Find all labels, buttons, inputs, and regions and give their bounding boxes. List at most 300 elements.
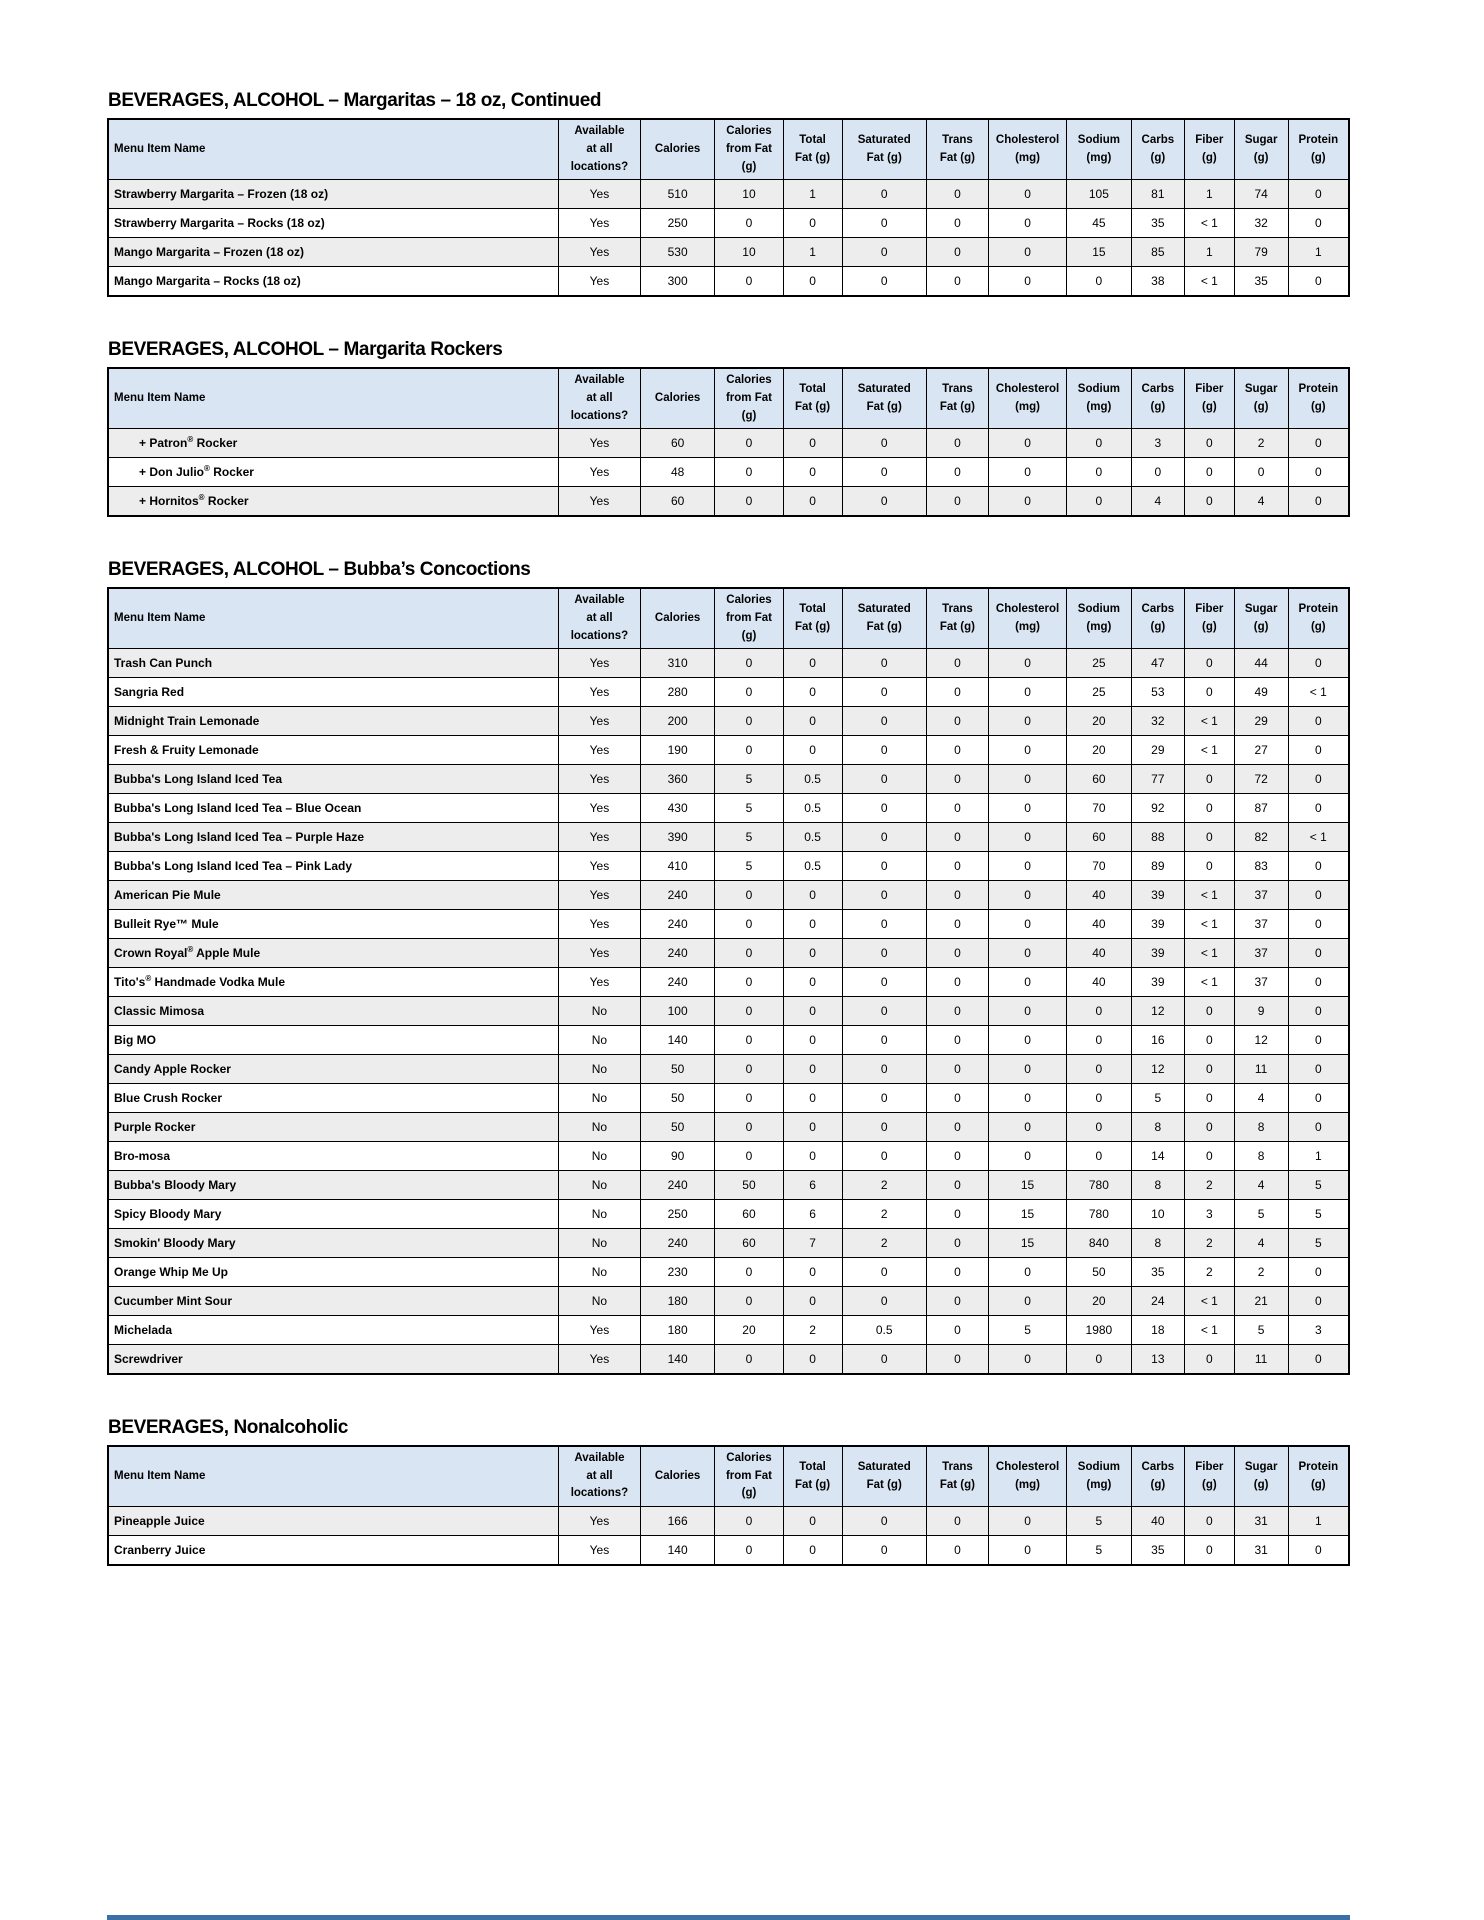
sugar-cell: 2 <box>1234 429 1288 458</box>
saturated_fat-cell: 0 <box>842 1536 926 1565</box>
calories_from_fat-cell: 5 <box>715 765 783 794</box>
calories-cell: 50 <box>640 1084 714 1113</box>
available-cell: Yes <box>559 707 641 736</box>
available-cell: No <box>559 1258 641 1287</box>
column-header-menu_item_name: Menu Item Name <box>108 588 559 649</box>
column-header-sodium: Sodium (mg) <box>1067 588 1132 649</box>
column-header-sodium: Sodium (mg) <box>1067 1446 1132 1507</box>
menu-item-name-cell: Bubba's Long Island Iced Tea <box>108 765 559 794</box>
table-row <box>108 939 1349 968</box>
protein-cell: 0 <box>1288 939 1349 968</box>
calories_from_fat-cell: 0 <box>715 487 783 516</box>
calories_from_fat-cell: 0 <box>715 209 783 238</box>
column-header-cholesterol: Cholesterol (mg) <box>988 368 1066 429</box>
total_fat-cell: 0 <box>783 1026 842 1055</box>
section-title: BEVERAGES, ALCOHOL – Bubba’s Concoctions <box>108 558 531 580</box>
calories-cell: 240 <box>640 1171 714 1200</box>
trans_fat-cell: 0 <box>926 1316 988 1345</box>
calories_from_fat-cell: 0 <box>715 458 783 487</box>
calories-cell: 190 <box>640 736 714 765</box>
saturated_fat-cell: 0 <box>842 1258 926 1287</box>
cholesterol-cell: 0 <box>988 1536 1066 1565</box>
menu-item-name-cell: Crown Royal® Apple Mule <box>108 939 559 968</box>
protein-cell: 0 <box>1288 1113 1349 1142</box>
sodium-cell: 15 <box>1067 238 1132 267</box>
column-header-available: Available at all locations? <box>559 588 641 649</box>
saturated_fat-cell: 0.5 <box>842 1316 926 1345</box>
sugar-cell: 37 <box>1234 939 1288 968</box>
sugar-cell: 4 <box>1234 1229 1288 1258</box>
sugar-cell: 44 <box>1234 649 1288 678</box>
table-row <box>108 429 1349 458</box>
calories-cell: 300 <box>640 267 714 296</box>
menu-item-name-cell: Tito's® Handmade Vodka Mule <box>108 968 559 997</box>
sodium-cell: 60 <box>1067 765 1132 794</box>
total_fat-cell: 0.5 <box>783 794 842 823</box>
trans_fat-cell: 0 <box>926 1507 988 1536</box>
sugar-cell: 49 <box>1234 678 1288 707</box>
saturated_fat-cell: 0 <box>842 1113 926 1142</box>
sugar-cell: 11 <box>1234 1345 1288 1374</box>
menu-item-name-cell: Strawberry Margarita – Frozen (18 oz) <box>108 180 559 209</box>
sodium-cell: 0 <box>1067 458 1132 487</box>
trans_fat-cell: 0 <box>926 1229 988 1258</box>
protein-cell: 0 <box>1288 736 1349 765</box>
total_fat-cell: 0.5 <box>783 823 842 852</box>
carbs-cell: 0 <box>1131 458 1184 487</box>
column-header-trans_fat: Trans Fat (g) <box>926 588 988 649</box>
carbs-cell: 35 <box>1131 1258 1184 1287</box>
sugar-cell: 4 <box>1234 1084 1288 1113</box>
column-header-total_fat: Total Fat (g) <box>783 368 842 429</box>
available-cell: No <box>559 1113 641 1142</box>
sugar-cell: 83 <box>1234 852 1288 881</box>
table-row <box>108 1113 1349 1142</box>
trans_fat-cell: 0 <box>926 1258 988 1287</box>
table-row <box>108 968 1349 997</box>
saturated_fat-cell: 0 <box>842 1055 926 1084</box>
table-row <box>108 1316 1349 1345</box>
table-row <box>108 852 1349 881</box>
fiber-cell: 2 <box>1185 1258 1235 1287</box>
menu-item-name-cell: Big MO <box>108 1026 559 1055</box>
fiber-cell: 0 <box>1185 794 1235 823</box>
trans_fat-cell: 0 <box>926 649 988 678</box>
column-header-cholesterol: Cholesterol (mg) <box>988 1446 1066 1507</box>
saturated_fat-cell: 0 <box>842 1507 926 1536</box>
trans_fat-cell: 0 <box>926 939 988 968</box>
sugar-cell: 31 <box>1234 1536 1288 1565</box>
column-header-menu_item_name: Menu Item Name <box>108 368 559 429</box>
cholesterol-cell: 0 <box>988 1345 1066 1374</box>
trans_fat-cell: 0 <box>926 1055 988 1084</box>
total_fat-cell: 0 <box>783 1113 842 1142</box>
nutrition-table-nonalcoholic <box>107 1445 1350 1566</box>
calories-cell: 240 <box>640 910 714 939</box>
calories-cell: 60 <box>640 429 714 458</box>
column-header-fiber: Fiber (g) <box>1185 119 1235 180</box>
table-row <box>108 1536 1349 1565</box>
table-row <box>108 1026 1349 1055</box>
saturated_fat-cell: 0 <box>842 794 926 823</box>
trans_fat-cell: 0 <box>926 852 988 881</box>
trans_fat-cell: 0 <box>926 209 988 238</box>
column-header-calories: Calories <box>640 588 714 649</box>
sugar-cell: 21 <box>1234 1287 1288 1316</box>
total_fat-cell: 2 <box>783 1316 842 1345</box>
sugar-cell: 8 <box>1234 1142 1288 1171</box>
menu-item-name-cell: Screwdriver <box>108 1345 559 1374</box>
column-header-trans_fat: Trans Fat (g) <box>926 368 988 429</box>
sugar-cell: 4 <box>1234 487 1288 516</box>
calories_from_fat-cell: 60 <box>715 1200 783 1229</box>
menu-item-name-cell: Cranberry Juice <box>108 1536 559 1565</box>
protein-cell: 0 <box>1288 458 1349 487</box>
protein-cell: 0 <box>1288 1055 1349 1084</box>
sugar-cell: 74 <box>1234 180 1288 209</box>
table-row <box>108 487 1349 516</box>
sugar-cell: 9 <box>1234 997 1288 1026</box>
calories-cell: 60 <box>640 487 714 516</box>
protein-cell: 0 <box>1288 1536 1349 1565</box>
cholesterol-cell: 15 <box>988 1200 1066 1229</box>
table-row <box>108 180 1349 209</box>
fiber-cell: 0 <box>1185 997 1235 1026</box>
sodium-cell: 25 <box>1067 678 1132 707</box>
carbs-cell: 35 <box>1131 1536 1184 1565</box>
column-header-saturated_fat: Saturated Fat (g) <box>842 368 926 429</box>
total_fat-cell: 0 <box>783 267 842 296</box>
fiber-cell: < 1 <box>1185 881 1235 910</box>
saturated_fat-cell: 2 <box>842 1200 926 1229</box>
calories-cell: 240 <box>640 968 714 997</box>
trans_fat-cell: 0 <box>926 881 988 910</box>
cholesterol-cell: 0 <box>988 1287 1066 1316</box>
sodium-cell: 840 <box>1067 1229 1132 1258</box>
table-row <box>108 1200 1349 1229</box>
table-row <box>108 238 1349 267</box>
sugar-cell: 5 <box>1234 1316 1288 1345</box>
cholesterol-cell: 15 <box>988 1171 1066 1200</box>
cholesterol-cell: 0 <box>988 997 1066 1026</box>
trans_fat-cell: 0 <box>926 487 988 516</box>
sugar-cell: 31 <box>1234 1507 1288 1536</box>
sodium-cell: 0 <box>1067 1142 1132 1171</box>
saturated_fat-cell: 0 <box>842 1142 926 1171</box>
column-header-calories_from_fat: Calories from Fat (g) <box>715 1446 783 1507</box>
cholesterol-cell: 0 <box>988 1084 1066 1113</box>
nutrition-document-page <box>107 90 1350 1608</box>
sodium-cell: 20 <box>1067 736 1132 765</box>
carbs-cell: 13 <box>1131 1345 1184 1374</box>
menu-item-name-cell: Classic Mimosa <box>108 997 559 1026</box>
table-row <box>108 1084 1349 1113</box>
calories-cell: 180 <box>640 1287 714 1316</box>
available-cell: Yes <box>559 852 641 881</box>
column-header-sodium: Sodium (mg) <box>1067 368 1132 429</box>
sodium-cell: 45 <box>1067 209 1132 238</box>
carbs-cell: 8 <box>1131 1113 1184 1142</box>
cholesterol-cell: 0 <box>988 429 1066 458</box>
trans_fat-cell: 0 <box>926 267 988 296</box>
available-cell: No <box>559 1026 641 1055</box>
calories-cell: 140 <box>640 1345 714 1374</box>
trans_fat-cell: 0 <box>926 429 988 458</box>
carbs-cell: 89 <box>1131 852 1184 881</box>
cholesterol-cell: 5 <box>988 1316 1066 1345</box>
fiber-cell: < 1 <box>1185 1287 1235 1316</box>
available-cell: Yes <box>559 487 641 516</box>
menu-item-name-cell: Michelada <box>108 1316 559 1345</box>
protein-cell: 0 <box>1288 267 1349 296</box>
table-row <box>108 1229 1349 1258</box>
available-cell: Yes <box>559 910 641 939</box>
menu-item-name-cell: Smokin' Bloody Mary <box>108 1229 559 1258</box>
saturated_fat-cell: 2 <box>842 1171 926 1200</box>
sugar-cell: 4 <box>1234 1171 1288 1200</box>
protein-cell: < 1 <box>1288 823 1349 852</box>
calories-cell: 90 <box>640 1142 714 1171</box>
available-cell: Yes <box>559 1507 641 1536</box>
calories-cell: 240 <box>640 1229 714 1258</box>
column-header-carbs: Carbs (g) <box>1131 588 1184 649</box>
calories-cell: 280 <box>640 678 714 707</box>
calories-cell: 240 <box>640 881 714 910</box>
trans_fat-cell: 0 <box>926 968 988 997</box>
cholesterol-cell: 0 <box>988 678 1066 707</box>
menu-item-name-cell: Trash Can Punch <box>108 649 559 678</box>
trans_fat-cell: 0 <box>926 997 988 1026</box>
calories_from_fat-cell: 0 <box>715 707 783 736</box>
calories_from_fat-cell: 5 <box>715 852 783 881</box>
cholesterol-cell: 0 <box>988 1507 1066 1536</box>
available-cell: No <box>559 1229 641 1258</box>
menu-item-name-cell: Bubba's Long Island Iced Tea – Blue Ocean <box>108 794 559 823</box>
carbs-cell: 18 <box>1131 1316 1184 1345</box>
protein-cell: 0 <box>1288 180 1349 209</box>
sodium-cell: 0 <box>1067 1026 1132 1055</box>
available-cell: No <box>559 1171 641 1200</box>
calories_from_fat-cell: 0 <box>715 1507 783 1536</box>
table-row <box>108 794 1349 823</box>
sugar-cell: 12 <box>1234 1026 1288 1055</box>
table-header-row <box>108 588 1349 649</box>
calories_from_fat-cell: 10 <box>715 238 783 267</box>
protein-cell: 0 <box>1288 649 1349 678</box>
saturated_fat-cell: 0 <box>842 1287 926 1316</box>
sodium-cell: 5 <box>1067 1536 1132 1565</box>
menu-item-name-cell: Pineapple Juice <box>108 1507 559 1536</box>
available-cell: Yes <box>559 678 641 707</box>
menu-item-name-cell: Mango Margarita – Frozen (18 oz) <box>108 238 559 267</box>
table-row <box>108 209 1349 238</box>
saturated_fat-cell: 0 <box>842 968 926 997</box>
total_fat-cell: 6 <box>783 1200 842 1229</box>
calories-cell: 140 <box>640 1026 714 1055</box>
fiber-cell: 0 <box>1185 765 1235 794</box>
table-header-row <box>108 119 1349 180</box>
sugar-cell: 29 <box>1234 707 1288 736</box>
carbs-cell: 24 <box>1131 1287 1184 1316</box>
sodium-cell: 1980 <box>1067 1316 1132 1345</box>
protein-cell: 0 <box>1288 1084 1349 1113</box>
total_fat-cell: 0 <box>783 1507 842 1536</box>
sodium-cell: 780 <box>1067 1171 1132 1200</box>
trans_fat-cell: 0 <box>926 1200 988 1229</box>
table-row <box>108 910 1349 939</box>
available-cell: Yes <box>559 267 641 296</box>
fiber-cell: 1 <box>1185 180 1235 209</box>
sodium-cell: 25 <box>1067 649 1132 678</box>
calories-cell: 430 <box>640 794 714 823</box>
total_fat-cell: 0 <box>783 1084 842 1113</box>
available-cell: Yes <box>559 765 641 794</box>
cholesterol-cell: 0 <box>988 881 1066 910</box>
sugar-cell: 35 <box>1234 267 1288 296</box>
total_fat-cell: 0.5 <box>783 765 842 794</box>
trans_fat-cell: 0 <box>926 707 988 736</box>
table-row <box>108 707 1349 736</box>
protein-cell: 5 <box>1288 1229 1349 1258</box>
saturated_fat-cell: 0 <box>842 707 926 736</box>
fiber-cell: < 1 <box>1185 267 1235 296</box>
fiber-cell: 0 <box>1185 1536 1235 1565</box>
trans_fat-cell: 0 <box>926 1084 988 1113</box>
section-title: BEVERAGES, ALCOHOL – Margaritas – 18 oz, Continued <box>108 90 602 111</box>
saturated_fat-cell: 0 <box>842 997 926 1026</box>
fiber-cell: < 1 <box>1185 910 1235 939</box>
available-cell: Yes <box>559 968 641 997</box>
sodium-cell: 0 <box>1067 1055 1132 1084</box>
protein-cell: 0 <box>1288 487 1349 516</box>
table-row <box>108 765 1349 794</box>
calories-cell: 50 <box>640 1113 714 1142</box>
available-cell: Yes <box>559 736 641 765</box>
total_fat-cell: 0 <box>783 458 842 487</box>
trans_fat-cell: 0 <box>926 1287 988 1316</box>
sugar-cell: 79 <box>1234 238 1288 267</box>
trans_fat-cell: 0 <box>926 458 988 487</box>
carbs-cell: 12 <box>1131 1055 1184 1084</box>
available-cell: Yes <box>559 794 641 823</box>
column-header-sugar: Sugar (g) <box>1234 368 1288 429</box>
calories-cell: 240 <box>640 939 714 968</box>
carbs-cell: 29 <box>1131 736 1184 765</box>
sodium-cell: 0 <box>1067 1113 1132 1142</box>
total_fat-cell: 0 <box>783 209 842 238</box>
fiber-cell: 0 <box>1185 649 1235 678</box>
carbs-cell: 5 <box>1131 1084 1184 1113</box>
menu-item-name-cell: Sangria Red <box>108 678 559 707</box>
cholesterol-cell: 0 <box>988 209 1066 238</box>
table-header-row <box>108 368 1349 429</box>
column-header-available: Available at all locations? <box>559 119 641 180</box>
section-margaritas-18oz-continued <box>107 90 1350 297</box>
column-header-carbs: Carbs (g) <box>1131 1446 1184 1507</box>
sodium-cell: 0 <box>1067 267 1132 296</box>
saturated_fat-cell: 0 <box>842 939 926 968</box>
table-row <box>108 1258 1349 1287</box>
carbs-cell: 85 <box>1131 238 1184 267</box>
calories-cell: 230 <box>640 1258 714 1287</box>
table-row <box>108 678 1349 707</box>
sodium-cell: 0 <box>1067 1084 1132 1113</box>
column-header-trans_fat: Trans Fat (g) <box>926 119 988 180</box>
saturated_fat-cell: 0 <box>842 736 926 765</box>
calories-cell: 250 <box>640 1200 714 1229</box>
trans_fat-cell: 0 <box>926 678 988 707</box>
total_fat-cell: 0 <box>783 910 842 939</box>
carbs-cell: 10 <box>1131 1200 1184 1229</box>
calories_from_fat-cell: 0 <box>715 1345 783 1374</box>
fiber-cell: 0 <box>1185 1026 1235 1055</box>
protein-cell: 0 <box>1288 1345 1349 1374</box>
cholesterol-cell: 0 <box>988 649 1066 678</box>
menu-item-name-cell: Midnight Train Lemonade <box>108 707 559 736</box>
menu-item-name-cell: + Don Julio® Rocker <box>108 458 559 487</box>
available-cell: No <box>559 1055 641 1084</box>
table-header-row <box>108 1446 1349 1507</box>
cholesterol-cell: 0 <box>988 736 1066 765</box>
calories_from_fat-cell: 0 <box>715 267 783 296</box>
protein-cell: 5 <box>1288 1171 1349 1200</box>
fiber-cell: 0 <box>1185 429 1235 458</box>
cholesterol-cell: 0 <box>988 458 1066 487</box>
fiber-cell: 0 <box>1185 852 1235 881</box>
cholesterol-cell: 0 <box>988 765 1066 794</box>
available-cell: Yes <box>559 823 641 852</box>
calories-cell: 360 <box>640 765 714 794</box>
protein-cell: 5 <box>1288 1200 1349 1229</box>
fiber-cell: < 1 <box>1185 209 1235 238</box>
carbs-cell: 88 <box>1131 823 1184 852</box>
protein-cell: < 1 <box>1288 678 1349 707</box>
cholesterol-cell: 0 <box>988 238 1066 267</box>
cholesterol-cell: 0 <box>988 939 1066 968</box>
sodium-cell: 105 <box>1067 180 1132 209</box>
available-cell: Yes <box>559 209 641 238</box>
protein-cell: 1 <box>1288 1142 1349 1171</box>
sodium-cell: 40 <box>1067 968 1132 997</box>
cholesterol-cell: 0 <box>988 487 1066 516</box>
cholesterol-cell: 0 <box>988 1142 1066 1171</box>
total_fat-cell: 0.5 <box>783 852 842 881</box>
table-row <box>108 823 1349 852</box>
sodium-cell: 0 <box>1067 997 1132 1026</box>
available-cell: Yes <box>559 1536 641 1565</box>
menu-item-name-cell: Fresh & Fruity Lemonade <box>108 736 559 765</box>
table-row <box>108 1055 1349 1084</box>
sodium-cell: 780 <box>1067 1200 1132 1229</box>
total_fat-cell: 0 <box>783 939 842 968</box>
calories_from_fat-cell: 0 <box>715 1142 783 1171</box>
column-header-cholesterol: Cholesterol (mg) <box>988 588 1066 649</box>
available-cell: Yes <box>559 1345 641 1374</box>
available-cell: Yes <box>559 238 641 267</box>
calories-cell: 390 <box>640 823 714 852</box>
calories-cell: 530 <box>640 238 714 267</box>
cholesterol-cell: 0 <box>988 180 1066 209</box>
column-header-protein: Protein (g) <box>1288 1446 1349 1507</box>
available-cell: Yes <box>559 429 641 458</box>
sugar-cell: 72 <box>1234 765 1288 794</box>
table-row <box>108 267 1349 296</box>
table-row <box>108 1171 1349 1200</box>
total_fat-cell: 1 <box>783 238 842 267</box>
cholesterol-cell: 0 <box>988 1055 1066 1084</box>
saturated_fat-cell: 0 <box>842 823 926 852</box>
sodium-cell: 5 <box>1067 1507 1132 1536</box>
